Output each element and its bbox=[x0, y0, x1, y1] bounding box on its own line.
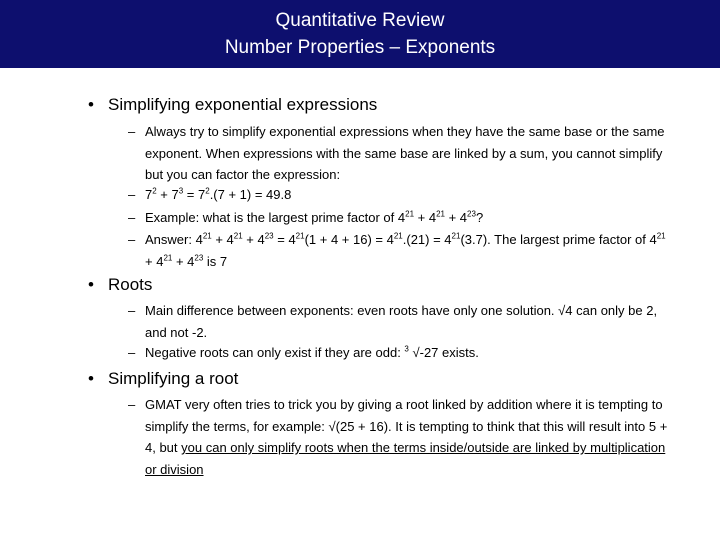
list-item: – GMAT very often tries to trick you by giving a root linked by addition where it is tempting to simplify the terms, for example: √(25 + 16). It is tempting to think that this will result into 5 + 4, but you can only simplify roots when the terms inside/outside are linked by multiplication or division bbox=[128, 394, 668, 480]
list-item: – Always try to simplify exponential expressions when they have the same base or the same exponent. When expressions with the same base are linked by a sum, you cannot simplify but you can factor the expression: bbox=[128, 121, 668, 186]
section-heading: • Roots bbox=[88, 275, 153, 294]
slide-title: Quantitative Review bbox=[275, 10, 445, 31]
dash-icon: – bbox=[128, 232, 136, 247]
bullet-icon: • bbox=[88, 275, 94, 294]
list-item: – Answer: $4^{21} + 4^{21} + 4^{23} = 4^{21}(1 + 4 + 16) = 4^{21}.(21) = 4^{21}(3.7)$. The largest prime factor of $4^{21} + 4^{21} + 4^{23}$ is 7 bbox=[128, 229, 668, 272]
bullet-icon: • bbox=[88, 95, 94, 114]
section-heading: • Simplifying exponential expressions bbox=[88, 95, 378, 114]
section-heading: • Simplifying a root bbox=[88, 369, 239, 388]
dash-icon: – bbox=[128, 303, 136, 318]
dash-icon: – bbox=[128, 210, 136, 225]
dash-icon: – bbox=[128, 397, 136, 412]
dash-icon: – bbox=[128, 124, 136, 139]
list-item: – $7^2 + 7^3 = 7^2.(7 + 1) = 49.8$ bbox=[128, 184, 668, 206]
bullet-icon: • bbox=[88, 369, 94, 388]
list-item: – Example: what is the largest prime factor of $4^{21} + 4^{21} + 4^{23}$? bbox=[128, 207, 668, 229]
dash-icon: – bbox=[128, 345, 136, 360]
slide-subtitle: Number Properties – Exponents bbox=[224, 37, 496, 58]
dash-icon: – bbox=[128, 187, 136, 202]
list-item: – Main difference between exponents: even roots have only one solution. √4 can only be 2, and not -2. bbox=[128, 300, 668, 343]
underlined-rule: you can only simplify roots when the terms inside/outside are linked by multiplication or division bbox=[145, 440, 666, 477]
slide-header bbox=[0, 0, 720, 68]
list-item: – Negative roots can only exist if they are odd: $^3$ √-27 exists. bbox=[128, 342, 668, 364]
